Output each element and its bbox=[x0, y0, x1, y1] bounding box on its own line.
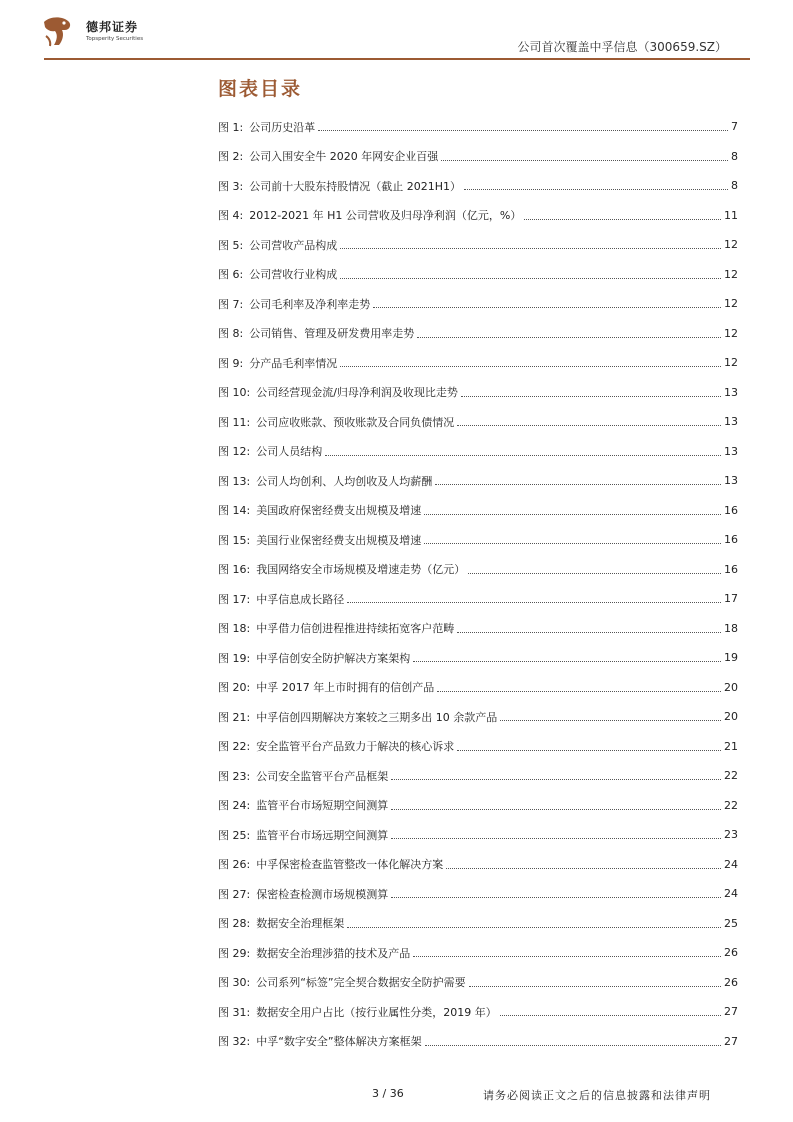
toc-entry-number: 图 8: bbox=[218, 327, 244, 341]
toc-entry[interactable] bbox=[218, 112, 738, 142]
toc-entry-page: 26 bbox=[724, 946, 738, 960]
toc-entry-page: 12 bbox=[724, 267, 738, 281]
toc-dot-leader bbox=[464, 189, 728, 190]
toc-entry-page: 12 bbox=[724, 326, 738, 340]
toc-entry-title: 中孚信息成长路径 bbox=[256, 592, 345, 606]
toc-dot-leader bbox=[461, 396, 721, 397]
toc-dot-leader bbox=[424, 514, 721, 515]
toc-dot-leader bbox=[340, 366, 721, 367]
toc-entry-title: 数据安全治理框架 bbox=[256, 917, 345, 931]
toc-entry-title: 公司系列“标签”完全契合数据安全防护需要 bbox=[256, 976, 466, 990]
toc-entry-number: 图 6: bbox=[218, 268, 244, 282]
toc-entry-page: 21 bbox=[724, 739, 738, 753]
toc-dot-leader bbox=[424, 543, 721, 544]
toc-entry[interactable] bbox=[218, 378, 738, 408]
toc-entry[interactable] bbox=[218, 171, 738, 201]
toc-dot-leader bbox=[500, 1015, 721, 1016]
toc-entry[interactable] bbox=[218, 1027, 738, 1057]
toc-entry-page: 25 bbox=[724, 916, 738, 930]
toc-entry-number: 图 22: bbox=[218, 740, 251, 754]
toc-entry-title: 数据安全用户占比（按行业属性分类，2019 年） bbox=[256, 1005, 497, 1019]
toc-entry[interactable] bbox=[218, 348, 738, 378]
toc-entry-number: 图 2: bbox=[218, 150, 244, 164]
toc-entry[interactable] bbox=[218, 230, 738, 260]
toc-entry-number: 图 4: bbox=[218, 209, 244, 223]
toc-dot-leader bbox=[318, 130, 728, 131]
toc-entry-page: 7 bbox=[731, 120, 738, 134]
toc-entry[interactable] bbox=[218, 968, 738, 998]
toc-entry-title: 公司人员结构 bbox=[256, 445, 323, 459]
toc-entry[interactable] bbox=[218, 555, 738, 585]
page-number: 3 / 36 bbox=[372, 1087, 404, 1100]
toc-entry-page: 24 bbox=[724, 857, 738, 871]
toc-entry-number: 图 10: bbox=[218, 386, 251, 400]
toc-entry[interactable] bbox=[218, 289, 738, 319]
toc-entry-page: 22 bbox=[724, 798, 738, 812]
toc-entry-page: 24 bbox=[724, 887, 738, 901]
toc-entry-page: 16 bbox=[724, 562, 738, 576]
toc-dot-leader bbox=[457, 632, 721, 633]
toc-entry-title: 公司应收账款、预收账款及合同负债情况 bbox=[256, 415, 455, 429]
toc-dot-leader bbox=[347, 602, 721, 603]
toc-entry[interactable] bbox=[218, 407, 738, 437]
toc-dot-leader bbox=[524, 219, 721, 220]
toc-entry-title: 中孚 2017 年上市时拥有的信创产品 bbox=[256, 681, 435, 695]
report-title: 公司首次覆盖中孚信息（300659.SZ） bbox=[517, 40, 727, 54]
toc-entry[interactable] bbox=[218, 761, 738, 791]
toc-dot-leader bbox=[340, 278, 721, 279]
toc-entry-number: 图 1: bbox=[218, 120, 244, 134]
toc-entry-number: 图 11: bbox=[218, 415, 251, 429]
toc-entry-title: 美国政府保密经费支出规模及增速 bbox=[256, 504, 422, 518]
toc-entry-title: 公司历史沿革 bbox=[249, 120, 316, 134]
toc-entry-page: 20 bbox=[724, 710, 738, 724]
toc-entry-page: 19 bbox=[724, 651, 738, 665]
toc-entry-number: 图 12: bbox=[218, 445, 251, 459]
toc-entry-title: 公司人均创利、人均创收及人均薪酬 bbox=[256, 474, 433, 488]
toc-entry-title: 美国行业保密经费支出规模及增速 bbox=[256, 533, 422, 547]
toc-entry-page: 16 bbox=[724, 503, 738, 517]
toc-entry-title: 中孚信创安全防护解决方案架构 bbox=[256, 651, 411, 665]
toc-entry[interactable] bbox=[218, 997, 738, 1027]
toc-dot-leader bbox=[391, 838, 721, 839]
toc-entry-title: 中孚“数字安全”整体解决方案框架 bbox=[256, 1035, 422, 1049]
toc-entry[interactable] bbox=[218, 201, 738, 231]
toc-dot-leader bbox=[391, 809, 721, 810]
toc-dot-leader bbox=[413, 956, 721, 957]
toc-entry-page: 8 bbox=[731, 149, 738, 163]
toc-entry-title: 保密检查检测市场规模测算 bbox=[256, 887, 389, 901]
toc-heading: 图表目录 bbox=[218, 78, 303, 100]
toc-entry[interactable] bbox=[218, 319, 738, 349]
toc-entry-page: 23 bbox=[724, 828, 738, 842]
toc-dot-leader bbox=[469, 986, 721, 987]
toc-entry-page: 12 bbox=[724, 356, 738, 370]
toc-entry-page: 27 bbox=[724, 1005, 738, 1019]
toc-dot-leader bbox=[425, 1045, 721, 1046]
toc-entry-title: 安全监管平台产品致力于解决的核心诉求 bbox=[256, 740, 455, 754]
toc-entry-title: 2012-2021 年 H1 公司营收及归母净利润（亿元，%） bbox=[249, 209, 522, 223]
toc-entry-number: 图 17: bbox=[218, 592, 251, 606]
toc-entry-number: 图 25: bbox=[218, 828, 251, 842]
toc-entry-title: 监管平台市场短期空间测算 bbox=[256, 799, 389, 813]
toc-entry-number: 图 23: bbox=[218, 769, 251, 783]
brand-english-name: Topsperity Securities bbox=[86, 36, 144, 42]
toc-entry-number: 图 31: bbox=[218, 1005, 251, 1019]
toc-entry[interactable] bbox=[218, 496, 738, 526]
toc-entry-number: 图 3: bbox=[218, 179, 244, 193]
toc-dot-leader bbox=[446, 868, 721, 869]
toc-entry-number: 图 13: bbox=[218, 474, 251, 488]
toc-entry-number: 图 30: bbox=[218, 976, 251, 990]
toc-entry-title: 公司销售、管理及研发费用率走势 bbox=[249, 327, 415, 341]
toc-entry[interactable] bbox=[218, 673, 738, 703]
toc-entry-number: 图 32: bbox=[218, 1035, 251, 1049]
toc-entry-title: 中孚保密检查监管整改一体化解决方案 bbox=[256, 858, 444, 872]
toc-entry-number: 图 14: bbox=[218, 504, 251, 518]
toc-entry[interactable] bbox=[218, 909, 738, 939]
toc-entry[interactable] bbox=[218, 732, 738, 762]
toc-entry-number: 图 16: bbox=[218, 563, 251, 577]
toc-entry-number: 图 5: bbox=[218, 238, 244, 252]
toc-entry[interactable] bbox=[218, 437, 738, 467]
toc-entry-page: 16 bbox=[724, 533, 738, 547]
toc-entry[interactable] bbox=[218, 142, 738, 172]
toc-entry-number: 图 29: bbox=[218, 946, 251, 960]
toc-entry-page: 22 bbox=[724, 769, 738, 783]
toc-entry-number: 图 15: bbox=[218, 533, 251, 547]
toc-entry-number: 图 9: bbox=[218, 356, 244, 370]
toc-entry-page: 27 bbox=[724, 1034, 738, 1048]
toc-entry-page: 12 bbox=[724, 297, 738, 311]
toc-entry-title: 公司入围安全牛 2020 年网安企业百强 bbox=[249, 150, 439, 164]
toc-entry[interactable] bbox=[218, 643, 738, 673]
toc-entry-title: 中孚信创四期解决方案较之三期多出 10 余款产品 bbox=[256, 710, 498, 724]
toc-entry[interactable] bbox=[218, 820, 738, 850]
toc-dot-leader bbox=[325, 455, 721, 456]
toc-entry-title: 公司营收产品构成 bbox=[249, 238, 338, 252]
toc-dot-leader bbox=[468, 573, 721, 574]
toc-entry-number: 图 24: bbox=[218, 799, 251, 813]
toc-entry-title: 数据安全治理涉猎的技术及产品 bbox=[256, 946, 411, 960]
toc-entry-page: 17 bbox=[724, 592, 738, 606]
toc-entry-title: 公司安全监管平台产品框架 bbox=[256, 769, 389, 783]
toc-entry-title: 监管平台市场远期空间测算 bbox=[256, 828, 389, 842]
toc-entry-number: 图 20: bbox=[218, 681, 251, 695]
toc-entry-number: 图 26: bbox=[218, 858, 251, 872]
toc-dot-leader bbox=[391, 779, 721, 780]
toc-dot-leader bbox=[457, 750, 721, 751]
toc-entry-number: 图 18: bbox=[218, 622, 251, 636]
toc-entry[interactable] bbox=[218, 791, 738, 821]
toc-entry-title: 我国网络安全市场规模及增速走势（亿元） bbox=[256, 563, 466, 577]
header-divider bbox=[44, 58, 750, 60]
toc-entry-page: 8 bbox=[731, 179, 738, 193]
toc-dot-leader bbox=[457, 425, 721, 426]
toc-entry-page: 11 bbox=[724, 208, 738, 222]
toc-entry-page: 13 bbox=[724, 415, 738, 429]
toc-entry-number: 图 7: bbox=[218, 297, 244, 311]
toc-entry-page: 12 bbox=[724, 238, 738, 252]
toc-entry[interactable] bbox=[218, 850, 738, 880]
toc-entry-title: 中孚借力信创进程推进持续拓宽客户范畴 bbox=[256, 622, 455, 636]
page-header bbox=[0, 0, 793, 62]
toc-entry-title: 公司前十大股东持股情况（截止 2021H1） bbox=[249, 179, 461, 193]
toc-entry[interactable] bbox=[218, 525, 738, 555]
toc-entry-page: 20 bbox=[724, 680, 738, 694]
company-logo bbox=[40, 12, 76, 50]
toc-entry-page: 26 bbox=[724, 975, 738, 989]
toc-dot-leader bbox=[373, 307, 721, 308]
toc-dot-leader bbox=[413, 661, 721, 662]
footer-disclaimer: 请务必阅读正文之后的信息披露和法律声明 bbox=[483, 1089, 711, 1102]
toc-entry[interactable] bbox=[218, 702, 738, 732]
toc-entry-title: 分产品毛利率情况 bbox=[249, 356, 338, 370]
toc-dot-leader bbox=[500, 720, 721, 721]
toc-entry-number: 图 27: bbox=[218, 887, 251, 901]
toc-entry-number: 图 28: bbox=[218, 917, 251, 931]
toc-entry-page: 13 bbox=[724, 444, 738, 458]
toc-entry[interactable] bbox=[218, 614, 738, 644]
toc-entry-page: 18 bbox=[724, 621, 738, 635]
toc-dot-leader bbox=[435, 484, 721, 485]
toc-dot-leader bbox=[340, 248, 721, 249]
toc-dot-leader bbox=[437, 691, 721, 692]
toc-entry[interactable] bbox=[218, 584, 738, 614]
toc-dot-leader bbox=[441, 160, 728, 161]
toc-entry[interactable] bbox=[218, 466, 738, 496]
toc-entry-number: 图 21: bbox=[218, 710, 251, 724]
toc-entry-title: 公司经营现金流/归母净利润及收现比走势 bbox=[256, 386, 458, 400]
toc-dot-leader bbox=[391, 897, 721, 898]
toc-entry[interactable] bbox=[218, 879, 738, 909]
toc-entry-title: 公司营收行业构成 bbox=[249, 268, 338, 282]
toc-dot-leader bbox=[347, 927, 721, 928]
brand-name: 德邦证券 bbox=[86, 20, 139, 34]
toc-entry-page: 13 bbox=[724, 385, 738, 399]
toc-entry-number: 图 19: bbox=[218, 651, 251, 665]
toc-entry-title: 公司毛利率及净利率走势 bbox=[249, 297, 371, 311]
toc-dot-leader bbox=[417, 337, 721, 338]
toc-entry[interactable] bbox=[218, 938, 738, 968]
toc-entry-page: 13 bbox=[724, 474, 738, 488]
table-of-figures bbox=[218, 112, 738, 1056]
toc-entry[interactable] bbox=[218, 260, 738, 290]
